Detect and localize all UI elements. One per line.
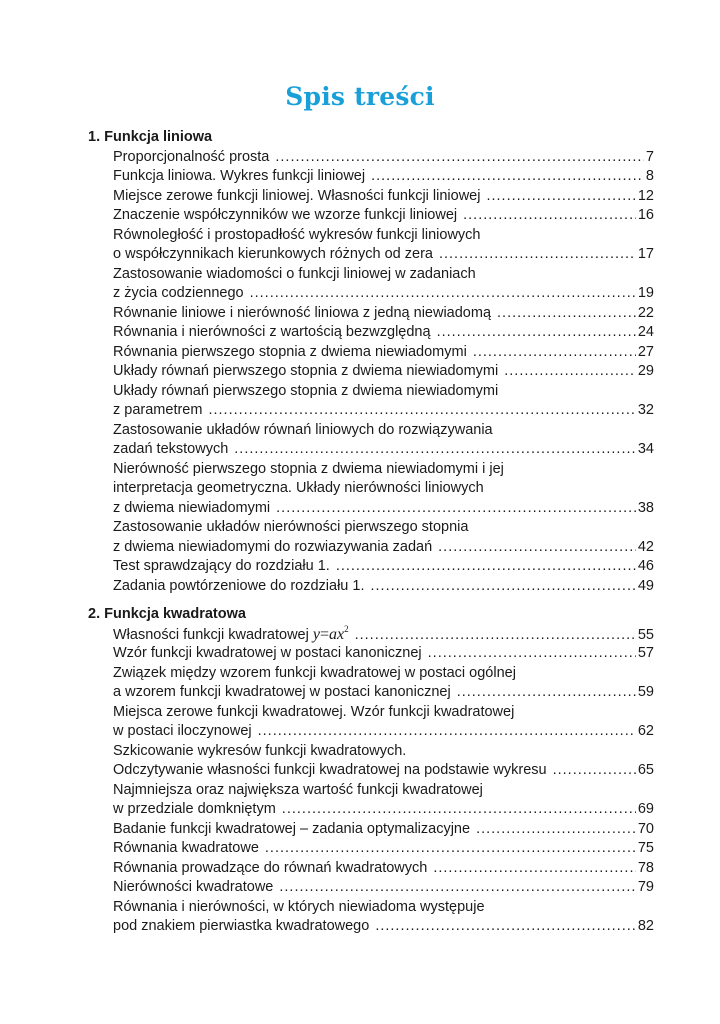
- toc-entry-line: [113, 839, 654, 859]
- toc-entry-line: [113, 382, 654, 402]
- toc-entry-line: [113, 859, 654, 879]
- page-number: 34: [637, 441, 654, 457]
- dot-leader: [336, 557, 636, 577]
- dot-leader: [258, 722, 636, 742]
- page-number: 49: [637, 577, 654, 594]
- page-title: Spis treści: [285, 82, 435, 111]
- entry-title-text: Wzór funkcji kwadratowej w postaci kanonicznej: [113, 645, 422, 661]
- toc-entry-line: [113, 187, 654, 207]
- dot-leader: [275, 148, 644, 168]
- toc-entry-line: [113, 323, 654, 343]
- page-number: 32: [637, 402, 654, 418]
- chapter-heading[interactable]: 2. Funkcja kwadratowa: [88, 606, 246, 622]
- page-number: 62: [637, 723, 654, 739]
- toc-entry[interactable]: [113, 742, 654, 781]
- toc-entry-line: [113, 226, 654, 246]
- page-number: 17: [637, 246, 654, 262]
- entry-title-text: Miejsce zerowe funkcji liniowej. Własności funkcji liniowej: [113, 187, 481, 204]
- page-number: 55: [637, 626, 654, 643]
- formula-lhs: y: [312, 625, 320, 643]
- page-number: 57: [637, 645, 654, 661]
- page-number: 42: [637, 538, 654, 555]
- entry-title-text: Równania prowadzące do równań kwadratowych: [113, 859, 428, 876]
- toc-entry[interactable]: [113, 878, 654, 898]
- entry-title-text: a wzorem funkcji kwadratowej w postaci kanonicznej: [113, 684, 451, 700]
- toc-entry[interactable]: [113, 518, 654, 557]
- page-number: 59: [637, 684, 654, 700]
- entry-title-text: Miejsca zerowe funkcji kwadratowej. Wzór funkcji kwadratowej: [113, 703, 515, 720]
- dot-leader: [282, 800, 636, 820]
- toc-entry-line: [113, 284, 654, 304]
- toc-entry[interactable]: [113, 304, 654, 324]
- entry-title-text: Równania kwadratowe: [113, 840, 259, 856]
- toc-entry-line: [113, 820, 654, 840]
- entry-title-text: Własności funkcji kwadratowej: [113, 626, 309, 643]
- toc-entry-line: [113, 479, 654, 499]
- entry-title-text: z parametrem: [113, 402, 203, 418]
- toc-entry[interactable]: [113, 557, 654, 577]
- dot-leader: [437, 323, 636, 343]
- dot-leader: [476, 820, 636, 840]
- page-number: 7: [645, 148, 654, 165]
- toc-entry-line: [113, 206, 654, 226]
- toc-entry[interactable]: [113, 703, 654, 742]
- page-number: 75: [637, 840, 654, 856]
- toc-entry[interactable]: [113, 781, 654, 820]
- dot-leader: [473, 343, 636, 363]
- entry-title-text: o współczynnikach kierunkowych różnych od zera: [113, 246, 433, 262]
- toc-entry[interactable]: [113, 421, 654, 460]
- toc-entry-line: [113, 917, 654, 937]
- formula: [313, 625, 349, 645]
- toc-entry[interactable]: [113, 167, 654, 187]
- page-number: 38: [637, 499, 654, 516]
- toc-entry[interactable]: [113, 820, 654, 840]
- toc-entry-line: [113, 538, 654, 558]
- page-number: 8: [645, 168, 654, 184]
- toc-entry[interactable]: [113, 577, 654, 597]
- dot-leader: [276, 499, 636, 519]
- toc-entry-line: [113, 742, 654, 762]
- entry-title-text: Równania i nierówności, w których niewiadoma występuje: [113, 898, 485, 915]
- chapter-heading[interactable]: 1. Funkcja liniowa: [88, 129, 213, 145]
- toc-entry[interactable]: [113, 625, 654, 645]
- toc-entry-line: [113, 557, 654, 577]
- entry-title-text: Test sprawdzający do rozdziału 1.: [113, 558, 330, 574]
- toc-entry-line: [113, 499, 654, 519]
- entry-title-text: Odczytywanie własności funkcji kwadratowej na podstawie wykresu: [113, 762, 547, 778]
- toc-entry-line: [113, 644, 654, 664]
- toc-entry-line: [113, 761, 654, 781]
- entry-title-text: z dwiema niewiadomymi: [113, 499, 271, 516]
- entry-title-text: Zastosowanie układów nierówności pierwszego stopnia: [113, 519, 469, 535]
- entry-title-text: Zastosowanie układów równań liniowych do rozwiązywania: [113, 421, 493, 438]
- toc-entry-line: [113, 421, 654, 441]
- toc-entry-line: [113, 343, 654, 363]
- page-number: 27: [637, 343, 654, 360]
- page-number: 19: [637, 285, 654, 301]
- page-number: 22: [637, 304, 654, 321]
- toc-entry[interactable]: [113, 206, 654, 226]
- toc-entry[interactable]: [113, 839, 654, 859]
- formula-rhs: ax: [328, 625, 345, 643]
- toc-entry-line: [113, 518, 654, 538]
- toc-entry-line: [113, 722, 654, 742]
- toc-entry-line: [113, 577, 654, 597]
- dot-leader: [504, 362, 636, 382]
- toc-entry-line: [113, 304, 654, 324]
- dot-leader: [433, 859, 636, 879]
- entry-title-text: zadań tekstowych: [113, 441, 229, 457]
- toc-chapter: [88, 605, 654, 937]
- dot-leader: [428, 644, 636, 664]
- formula-exponent: 2: [344, 624, 349, 634]
- dot-leader: [457, 683, 636, 703]
- toc-entry[interactable]: [113, 323, 654, 343]
- toc-entry[interactable]: [113, 362, 654, 382]
- toc-entry[interactable]: [113, 187, 654, 207]
- toc-entry-line: [113, 362, 654, 382]
- entry-title-text: Szkicowanie wykresów funkcji kwadratowych.: [113, 742, 407, 759]
- toc-entry-line: [113, 245, 654, 265]
- entry-title-text: z życia codziennego: [113, 285, 244, 301]
- entry-title-text: z dwiema niewiadomymi do rozwiazywania zadań: [113, 538, 433, 555]
- toc-entry[interactable]: [113, 644, 654, 664]
- entry-title-text: w przedziale domkniętym: [113, 801, 276, 817]
- entry-title-text: pod znakiem pierwiastka kwadratowego: [113, 918, 370, 934]
- toc-entry-line: [113, 683, 654, 703]
- toc-entry[interactable]: [113, 148, 654, 168]
- entry-title-text: interpretacja geometryczna. Układy nierówności liniowych: [113, 480, 484, 496]
- toc-entry[interactable]: [113, 664, 654, 703]
- entry-title-text: Nierówność pierwszego stopnia z dwiema niewiadomymi i jej: [113, 460, 504, 477]
- entry-title-text: Układy równań pierwszego stopnia z dwiema niewiadomymi: [113, 363, 499, 379]
- entry-title-text: Równania pierwszego stopnia z dwiema niewiadomymi: [113, 343, 467, 360]
- toc-entry-line: [113, 167, 654, 187]
- page-number: 69: [637, 801, 654, 817]
- toc-entry-line: [113, 625, 654, 645]
- page-number: 24: [637, 324, 654, 340]
- page-number: 12: [637, 187, 654, 204]
- page-number: 16: [637, 207, 654, 223]
- toc-entry[interactable]: [113, 460, 654, 519]
- page-number: 46: [637, 558, 654, 574]
- table-of-contents: [88, 128, 654, 946]
- toc-entry-line: [113, 265, 654, 285]
- dot-leader: [250, 284, 636, 304]
- entry-title-text: Funkcja liniowa. Wykres funkcji liniowej: [113, 168, 366, 184]
- entry-title-text: w postaci iloczynowej: [113, 723, 252, 739]
- dot-leader: [234, 440, 636, 460]
- dot-leader: [375, 917, 636, 937]
- toc-entry-line: [113, 664, 654, 684]
- formula-operator: =: [319, 625, 329, 643]
- page-number: 79: [637, 879, 654, 895]
- dot-leader: [553, 761, 636, 781]
- page-number: 70: [637, 820, 654, 837]
- dot-leader: [439, 245, 636, 265]
- page-number: 65: [637, 762, 654, 778]
- dot-leader: [371, 167, 644, 187]
- toc-entry-line: [113, 460, 654, 480]
- toc-entry-line: [113, 800, 654, 820]
- toc-entry[interactable]: [113, 265, 654, 304]
- toc-entry-line: [113, 781, 654, 801]
- entry-title-text: Proporcjonalność prosta: [113, 148, 270, 165]
- entry-title-text: Równoległość i prostopadłość wykresów funkcji liniowych: [113, 226, 481, 243]
- page-number: 82: [637, 918, 654, 934]
- dot-leader: [486, 187, 635, 207]
- dot-leader: [208, 401, 635, 421]
- toc-entry-line: [113, 401, 654, 421]
- dot-leader: [279, 878, 635, 898]
- dot-leader: [463, 206, 636, 226]
- toc-entry[interactable]: [113, 859, 654, 879]
- page-number: 78: [637, 859, 654, 876]
- entry-title-text: Związek między wzorem funkcji kwadratowej w postaci ogólnej: [113, 664, 516, 681]
- entry-title-text: Najmniejsza oraz największa wartość funkcji kwadratowej: [113, 781, 483, 798]
- dot-leader: [370, 577, 635, 597]
- entry-title-text: Badanie funkcji kwadratowej – zadania optymalizacyjne: [113, 820, 471, 837]
- toc-entry-line: [113, 148, 654, 168]
- toc-entry[interactable]: [113, 382, 654, 421]
- dot-leader: [355, 626, 636, 645]
- toc-entry[interactable]: [113, 226, 654, 265]
- entry-title-text: Równanie liniowe i nierówność liniowa z jedną niewiadomą: [113, 304, 492, 321]
- page-number: 29: [637, 363, 654, 379]
- toc-entry-line: [113, 440, 654, 460]
- toc-entry[interactable]: [113, 898, 654, 937]
- toc-entry-line: [113, 878, 654, 898]
- dot-leader: [265, 839, 636, 859]
- entry-title-text: Zadania powtórzeniowe do rozdziału 1.: [113, 577, 365, 594]
- entry-title-text: Zastosowanie wiadomości o funkcji liniowej w zadaniach: [113, 265, 476, 282]
- entry-title-text: Układy równań pierwszego stopnia z dwiema niewiadomymi: [113, 382, 499, 399]
- toc-entry-line: [113, 703, 654, 723]
- toc-entry[interactable]: [113, 343, 654, 363]
- entry-title-text: Znaczenie współczynników we wzorze funkcji liniowej: [113, 207, 458, 223]
- toc-entry-line: [113, 898, 654, 918]
- entry-title-text: Nierówności kwadratowe: [113, 879, 274, 895]
- dot-leader: [497, 304, 636, 324]
- toc-chapter: [88, 128, 654, 596]
- entry-title-text: Równania i nierówności z wartością bezwzględną: [113, 324, 431, 340]
- dot-leader: [438, 538, 636, 558]
